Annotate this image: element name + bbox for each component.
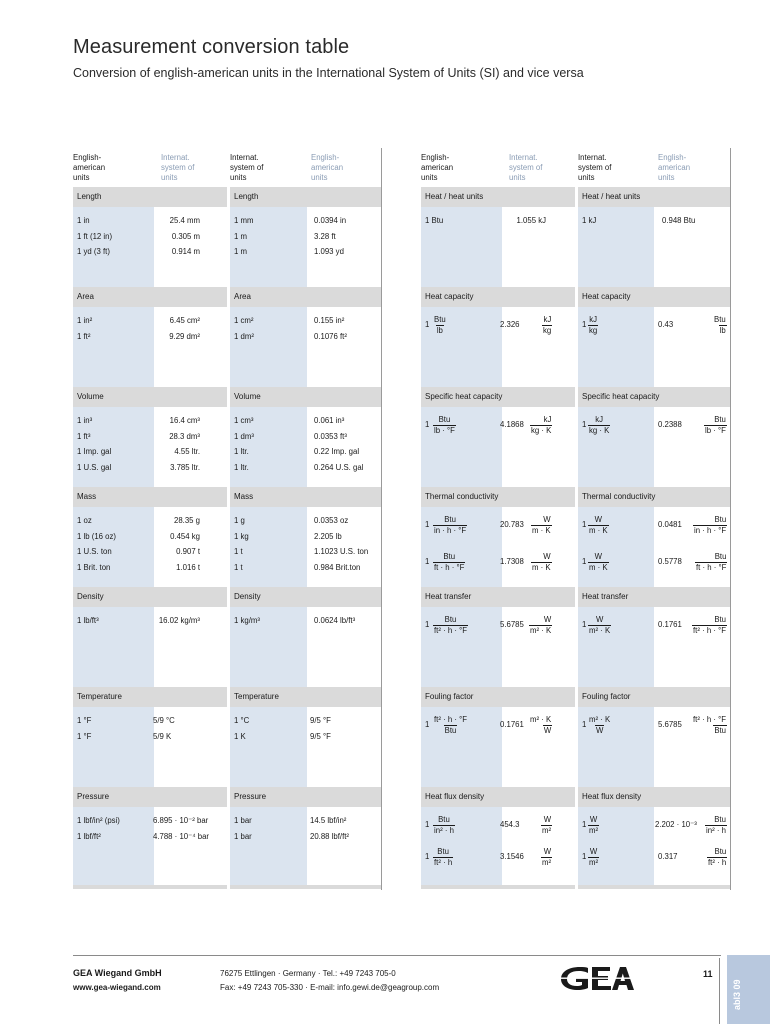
table-cell: 1.1023 U.S. ton	[314, 547, 369, 556]
section-label-pressure: Pressure	[234, 792, 267, 801]
table-cell: 0.454 kg	[170, 531, 200, 541]
table-cell: 1 in²	[77, 316, 93, 325]
fraction-denominator: ft · h · °F	[434, 563, 465, 572]
footer-company: GEA Wiegand GmbH	[73, 968, 162, 978]
table-cell: 1 Btu	[425, 216, 444, 225]
fraction-denominator: kg	[543, 326, 552, 335]
fraction-denominator: kg	[589, 326, 598, 335]
fraction-numerator: kJ	[543, 315, 552, 324]
column-header: Internat. system of units	[161, 153, 195, 182]
fraction-cell	[695, 552, 727, 573]
table-cell: 0.0481	[658, 520, 682, 529]
table-cell: 6.45 cm²	[169, 316, 200, 325]
fraction-numerator: Btu	[444, 615, 457, 624]
table-cell: 1 lb (16 oz)	[77, 531, 117, 541]
section-label-mass: Mass	[77, 492, 97, 501]
section-label-heat_units: Heat / heat units	[582, 192, 641, 201]
page-title: Measurement conversion table	[73, 36, 350, 58]
fraction-cell	[692, 615, 727, 636]
column-header: English- american units	[73, 153, 106, 182]
section-label-specific_heat: Specific heat capacity	[582, 392, 660, 401]
fraction-numerator: Btu	[438, 415, 451, 424]
table-cell: 1 m	[234, 231, 247, 241]
fraction-numerator: Btu	[434, 315, 446, 324]
table-cell: 1	[425, 720, 430, 729]
table-cell: 1 U.S. ton	[77, 547, 112, 556]
fraction-cell	[433, 715, 468, 736]
table-cell: 1 bar	[234, 831, 252, 841]
table-cell: 1 Imp. gal	[77, 447, 112, 456]
table-cell: 1	[425, 420, 430, 429]
table-cell: 1 °F	[77, 731, 92, 741]
table-cell: 0.0394 in	[314, 216, 347, 225]
table-cell: 1 U.S. gal	[77, 462, 112, 472]
table-cell: 1 yd (3 ft)	[77, 247, 110, 256]
table-cell: 1 cm³	[234, 416, 254, 425]
table-cell: 1 in³	[77, 416, 93, 425]
footer-website-link[interactable]: www.gea-wiegand.com	[73, 983, 161, 992]
fraction-numerator: W	[594, 552, 602, 561]
chapter-tab-label: abl3 09	[732, 979, 742, 1010]
table-cell: 0.0624 lb/ft³	[314, 616, 356, 625]
table-cell: 6.895 · 10⁻² bar	[153, 816, 209, 825]
table-cell: 1 kJ	[582, 216, 597, 225]
fraction-numerator: Btu	[714, 515, 727, 524]
table-cell: 1	[425, 620, 430, 629]
fraction-numerator: W	[543, 815, 552, 824]
fraction-numerator: Btu	[714, 615, 727, 624]
fraction-cell	[707, 847, 727, 868]
section-label-area: Area	[234, 292, 251, 301]
fraction-denominator: in² · h	[706, 826, 726, 835]
table-bottom-bar	[230, 885, 381, 889]
section-label-temperature: Temperature	[234, 692, 279, 701]
table-cell: 1 dm²	[234, 331, 254, 341]
table-cell: 1.016 t	[176, 562, 200, 572]
fraction-numerator: Btu	[714, 415, 726, 424]
fraction-cell	[588, 552, 609, 573]
fraction-numerator: Btu	[714, 552, 727, 561]
table-cell: 28.3 dm³	[169, 431, 200, 441]
table-cell: 0.0353 oz	[314, 516, 349, 525]
table-cell: 1 mm	[234, 216, 254, 225]
table-cell: 1 Brit. ton	[77, 562, 111, 572]
table-cell: 1 dm³	[234, 431, 254, 441]
table-cell: 3.28 ft	[314, 231, 336, 241]
table-cell: 1.055 kJ	[516, 216, 546, 225]
fraction-cell	[529, 715, 552, 736]
section-label-length: Length	[234, 192, 259, 201]
fraction-numerator: kJ	[595, 415, 604, 424]
fraction-cell	[693, 515, 727, 536]
fraction-denominator: m²	[589, 858, 599, 867]
fraction-cell	[531, 515, 552, 536]
table-cell: 1	[582, 720, 587, 729]
fraction-cell	[542, 315, 552, 336]
table-cell: 1	[582, 420, 587, 429]
fraction-cell	[588, 515, 609, 536]
fraction-denominator: m² · K	[530, 626, 552, 635]
table-cell: 2.205 lb	[314, 531, 342, 541]
table-cell: 1 g	[234, 516, 245, 525]
table-cell: 0.2388	[658, 420, 682, 429]
table-cell: 1	[582, 557, 587, 566]
fraction-numerator: m² · K	[589, 715, 611, 724]
fraction-denominator: W	[543, 726, 552, 735]
table-cell: 0.1761	[500, 720, 524, 729]
page-number-divider	[719, 958, 720, 1024]
fraction-cell	[433, 552, 465, 573]
fraction-cell	[588, 715, 611, 736]
table-cell: 1	[582, 520, 587, 529]
table-cell: 0.155 in²	[314, 316, 345, 325]
fraction-cell	[529, 615, 552, 636]
table-cell: 1.7308	[500, 557, 524, 566]
section-header-bar	[73, 287, 227, 307]
section-header-bar	[230, 287, 381, 307]
fraction-denominator: lb	[436, 326, 443, 335]
section-label-fouling_factor: Fouling factor	[582, 692, 631, 701]
fraction-numerator: Btu	[714, 815, 726, 824]
fraction-cell	[704, 415, 727, 436]
table-cell: 20.783	[500, 520, 524, 529]
fraction-cell	[713, 315, 727, 336]
fraction-cell	[588, 315, 598, 336]
section-label-density: Density	[77, 592, 104, 601]
column-header: English- american units	[421, 153, 454, 182]
section-label-thermal_conductivity: Thermal conductivity	[582, 492, 656, 501]
table-cell: 1 m	[234, 247, 247, 256]
table-cell: 1.093 yd	[314, 247, 344, 256]
table-cell: 1 kg	[234, 531, 249, 541]
table-cell: 0.1761	[658, 620, 682, 629]
section-label-length: Length	[77, 192, 102, 201]
table-cell: 1 ltr.	[234, 447, 249, 456]
table-cell: 1 in	[77, 216, 90, 225]
fraction-numerator: W	[543, 515, 551, 524]
table-cell: 3.1546	[500, 852, 524, 861]
table-cell: 0.914 m	[171, 247, 200, 256]
fraction-cell	[433, 515, 467, 536]
fraction-denominator: in² · h	[434, 826, 454, 835]
table-cell: 1 lb/ft³	[77, 616, 99, 625]
section-label-heat_units: Heat / heat units	[425, 192, 484, 201]
fraction-denominator: ft · h · °F	[696, 563, 727, 572]
table-cell: 16.4 cm³	[169, 416, 200, 425]
column-header: English- american units	[658, 153, 691, 182]
section-label-specific_heat: Specific heat capacity	[425, 392, 503, 401]
table-cell: 1 K	[234, 731, 246, 741]
footer-divider	[73, 955, 721, 956]
fraction-cell	[433, 415, 456, 436]
fraction-denominator: m · K	[589, 526, 608, 535]
footer-address: 76275 Ettlingen · Germany · Tel.: +49 7243 705-0	[220, 969, 396, 978]
fraction-denominator: m²	[542, 826, 552, 835]
fraction-denominator: kg · K	[589, 426, 610, 435]
table-cell: 1 lbf/in² (psi)	[77, 816, 120, 825]
fraction-numerator: Btu	[444, 515, 456, 524]
gea-logo	[558, 963, 634, 998]
table-cell: 9.29 dm²	[169, 331, 200, 341]
table-bottom-bar	[73, 885, 227, 889]
fraction-numerator: Btu	[714, 847, 727, 856]
fraction-numerator: W	[543, 552, 551, 561]
fraction-denominator: in · h · °F	[694, 526, 727, 535]
table-cell: 1 oz	[77, 516, 92, 525]
table-cell: 0.948 Btu	[662, 216, 696, 225]
fraction-cell	[588, 615, 611, 636]
table-cell: 1	[425, 520, 430, 529]
table-cell: 1	[582, 320, 587, 329]
fraction-denominator: W	[595, 726, 604, 735]
column-divider	[730, 148, 731, 890]
table-cell: 1	[425, 852, 430, 861]
table-cell: 4.55 ltr.	[174, 447, 200, 456]
table-cell: 1	[425, 557, 430, 566]
section-label-temperature: Temperature	[77, 692, 122, 701]
fraction-cell	[530, 415, 552, 436]
table-cell: 14.5 lbf/in²	[310, 816, 347, 825]
fraction-numerator: ft² · h · °F	[693, 715, 727, 724]
fraction-numerator: Btu	[714, 315, 726, 324]
fraction-numerator: W	[543, 847, 552, 856]
column-header: English- american units	[311, 153, 344, 182]
fraction-denominator: Btu	[714, 726, 727, 735]
fraction-denominator: lb · °F	[434, 426, 455, 435]
fraction-denominator: ft² · h · °F	[693, 626, 727, 635]
section-label-heat_flux: Heat flux density	[425, 792, 485, 801]
table-cell: 1	[582, 852, 587, 861]
fraction-cell	[433, 815, 455, 836]
fraction-denominator: m · K	[532, 526, 551, 535]
fraction-cell	[588, 415, 610, 436]
fraction-denominator: m²	[589, 826, 599, 835]
page-subtitle: Conversion of english-american units in the International System of Units (SI) and vice versa	[73, 66, 584, 80]
fraction-cell	[433, 315, 447, 336]
fraction-denominator: lb	[719, 326, 726, 335]
fraction-numerator: W	[589, 847, 598, 856]
table-cell: 1 ft²	[77, 331, 91, 341]
fraction-cell	[433, 847, 453, 868]
fraction-denominator: m² · K	[589, 626, 611, 635]
column-divider	[381, 148, 382, 890]
table-cell: 454.3	[500, 820, 520, 829]
table-cell: 0.061 in³	[314, 416, 345, 425]
section-label-heat_capacity: Heat capacity	[582, 292, 631, 301]
table-cell: 1 bar	[234, 816, 252, 825]
table-cell: 1 ltr.	[234, 462, 249, 472]
fraction-numerator: ft² · h · °F	[434, 715, 468, 724]
fraction-denominator: ft² · h	[434, 858, 453, 867]
table-bottom-bar	[421, 885, 575, 889]
table-cell: 4.788 · 10⁻⁴ bar	[153, 831, 210, 841]
table-cell: 3.785 ltr.	[170, 462, 200, 472]
table-cell: 0.1076 ft²	[314, 331, 347, 341]
table-cell: 20.88 lbf/ft²	[310, 831, 350, 841]
table-cell: 1 kg/m³	[234, 616, 260, 625]
table-cell: 9/5 °F	[310, 731, 331, 741]
fraction-numerator: m² · K	[530, 715, 552, 724]
fraction-denominator: m · K	[532, 563, 551, 572]
fraction-cell	[433, 615, 468, 636]
fraction-cell	[588, 847, 599, 868]
section-label-fouling_factor: Fouling factor	[425, 692, 474, 701]
fraction-numerator: W	[589, 815, 598, 824]
table-cell: 5/9 °C	[153, 716, 175, 725]
table-cell: 25.4 mm	[169, 216, 200, 225]
table-cell: 28.35 g	[173, 516, 200, 525]
table-cell: 1 °F	[77, 716, 92, 725]
section-label-volume: Volume	[234, 392, 261, 401]
table-cell: 0.264 U.S. gal	[314, 462, 364, 472]
fraction-cell	[588, 815, 599, 836]
fraction-denominator: in · h · °F	[434, 526, 467, 535]
table-cell: 4.1868	[500, 420, 524, 429]
table-cell: 1 °C	[234, 716, 250, 725]
section-label-heat_transfer: Heat transfer	[582, 592, 629, 601]
fraction-cell	[541, 815, 552, 836]
table-bottom-bar	[578, 885, 730, 889]
table-cell: 0.305 m	[171, 231, 200, 241]
fraction-numerator: Btu	[438, 815, 450, 824]
table-cell: 5.6785	[658, 720, 682, 729]
table-cell: 0.984 Brit.ton	[314, 562, 361, 572]
section-label-heat_capacity: Heat capacity	[425, 292, 474, 301]
column-header: Internat. system of units	[230, 153, 264, 182]
table-cell: 1	[582, 620, 587, 629]
fraction-denominator: m · K	[589, 563, 608, 572]
fraction-numerator: kJ	[543, 415, 552, 424]
section-label-heat_transfer: Heat transfer	[425, 592, 472, 601]
table-cell: 5/9 K	[153, 731, 172, 741]
fraction-denominator: Btu	[444, 726, 457, 735]
fraction-numerator: W	[543, 615, 552, 624]
table-cell: 0.317	[658, 852, 678, 861]
table-cell: 1 lbf/ft²	[77, 831, 101, 841]
fraction-numerator: W	[594, 515, 602, 524]
table-cell: 0.907 t	[176, 547, 200, 556]
table-cell: 0.0353 ft³	[314, 431, 347, 441]
fraction-cell	[531, 552, 552, 573]
fraction-denominator: lb · °F	[705, 426, 726, 435]
table-cell: 1	[582, 820, 587, 829]
fraction-cell	[705, 815, 727, 836]
section-label-thermal_conductivity: Thermal conductivity	[425, 492, 499, 501]
section-label-mass: Mass	[234, 492, 254, 501]
table-cell: 0.22 Imp. gal	[314, 447, 360, 456]
section-label-volume: Volume	[77, 392, 104, 401]
fraction-cell	[692, 715, 727, 736]
section-label-area: Area	[77, 292, 94, 301]
section-label-pressure: Pressure	[77, 792, 110, 801]
fraction-cell	[541, 847, 552, 868]
page-number: 11	[703, 969, 713, 979]
table-cell: 9/5 °F	[310, 716, 331, 725]
table-cell: 1	[425, 820, 430, 829]
footer-contact: Fax: +49 7243 705-330 · E-mail: info.gewi.de@geagroup.com	[220, 983, 440, 992]
fraction-denominator: ft² · h	[708, 858, 727, 867]
column-header: Internat. system of units	[509, 153, 543, 182]
fraction-numerator: Btu	[437, 847, 449, 856]
section-label-density: Density	[234, 592, 261, 601]
fraction-denominator: ft² · h · °F	[434, 626, 468, 635]
fraction-denominator: m²	[542, 858, 552, 867]
section-label-heat_flux: Heat flux density	[582, 792, 642, 801]
table-cell: 1 ft (12 in)	[77, 231, 113, 241]
fraction-numerator: kJ	[589, 315, 598, 324]
table-cell: 1 t	[234, 547, 243, 556]
table-cell: 2.326	[500, 320, 520, 329]
fraction-numerator: Btu	[443, 552, 456, 561]
gea-logo-icon	[558, 963, 634, 993]
table-cell: 1 cm²	[234, 316, 254, 325]
table-cell: 1 t	[234, 562, 243, 572]
fraction-denominator: kg · K	[531, 426, 552, 435]
table-cell: 16.02 kg/m³	[158, 616, 200, 625]
table-cell: 1	[425, 320, 430, 329]
table-cell: 5.6785	[500, 620, 524, 629]
table-cell: 2.202 · 10⁻³	[655, 820, 697, 829]
column-header: Internat. system of units	[578, 153, 612, 182]
table-cell: 0.5778	[658, 557, 682, 566]
table-cell: 0.43	[658, 320, 674, 329]
table-cell: 1 ft³	[77, 431, 91, 441]
fraction-numerator: W	[595, 615, 604, 624]
